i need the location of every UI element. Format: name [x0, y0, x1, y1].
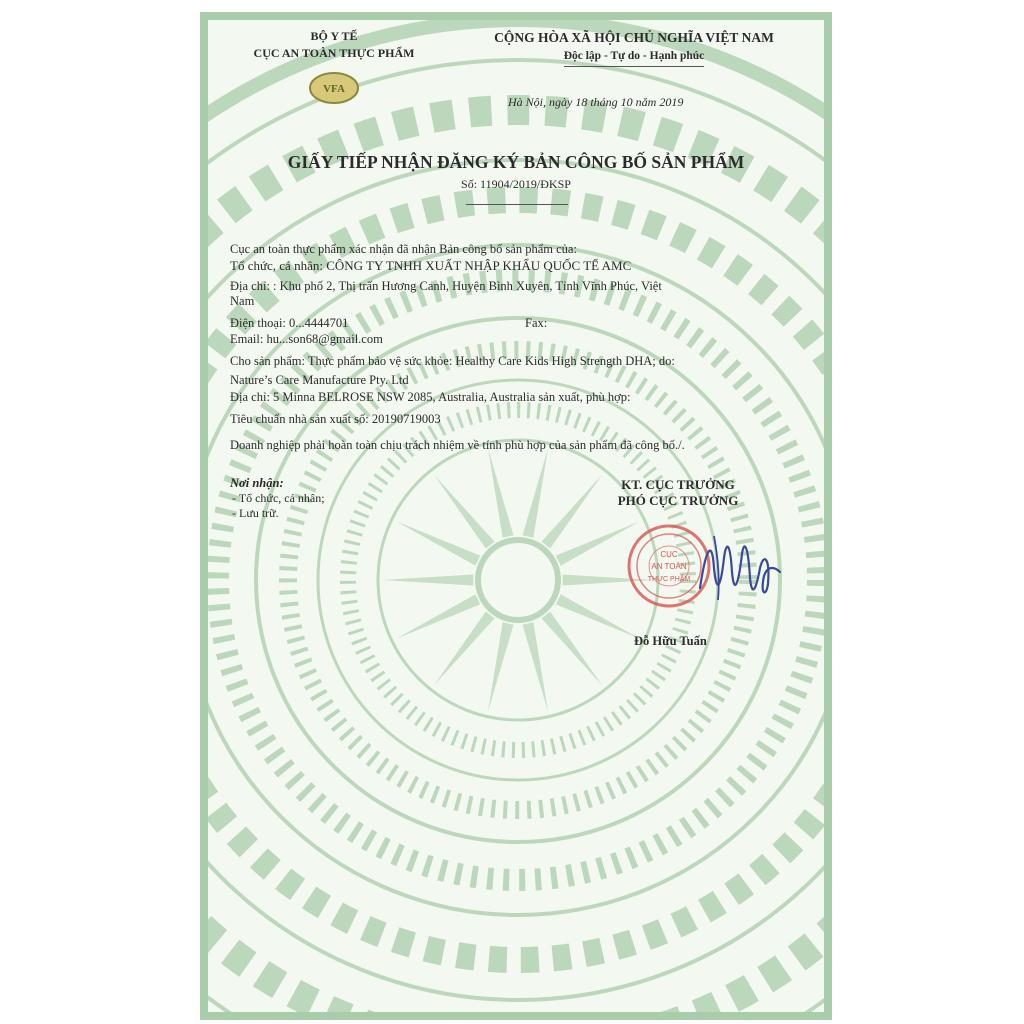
- organization: Tổ chức, cá nhân: CÔNG TY TNHH XUẤT NHẬP KHẨU QUỐC TẾ AMC: [230, 258, 632, 273]
- motto: Độc lập - Tự do - Hạnh phúc: [563, 50, 705, 62]
- drum-star-ray: [434, 474, 495, 548]
- intro-text: Cục an toàn thực phẩm xác nhận đã nhận Bản công bố sản phẩm của:: [230, 242, 577, 256]
- department-name: CỤC AN TOÀN THỰC PHẨM: [253, 46, 415, 60]
- vfa-logo: [308, 70, 360, 106]
- stamp-text: THỰC PHẨM: [647, 576, 691, 583]
- title-underline: [466, 204, 568, 205]
- drum-star-ray: [488, 622, 514, 711]
- signer-title-1: KT. CỤC TRƯỞNG: [621, 477, 735, 492]
- handwritten-signature: [694, 528, 784, 606]
- certificate-document: [200, 12, 832, 1020]
- drum-star-ray: [396, 594, 480, 638]
- recipients-heading: Nơi nhận:: [230, 476, 284, 490]
- drum-star-ray: [434, 611, 495, 685]
- recipient-item: - Tổ chức, cá nhân;: [232, 491, 325, 505]
- address-line-1: Địa chỉ: : Khu phố 2, Thị trấn Hương Canh, Huyện Bình Xuyên, Tỉnh Vĩnh Phúc, Việt: [230, 279, 662, 293]
- drum-star-ray: [488, 448, 514, 537]
- nation-title: CỘNG HÒA XÃ HỘI CHỦ NGHĨA VIỆT NAM: [494, 30, 774, 45]
- email: Email: hu...son68@gmail.com: [230, 332, 383, 346]
- product: Cho sản phẩm: Thực phẩm bảo vệ sức khỏe: Healthy Care Kids High Strength DHA; do:: [230, 354, 675, 368]
- recipient-item: - Lưu trữ.: [232, 506, 279, 520]
- stamp-text: AN TOÀN: [651, 562, 687, 571]
- document-number: Số: 11904/2019/ĐKSP: [461, 177, 571, 191]
- phone: Điện thoại: 0...4444701: [230, 316, 349, 330]
- drum-star-ray: [396, 521, 480, 565]
- drum-star-ray: [523, 448, 549, 537]
- logo-text: VFA: [323, 83, 345, 95]
- manufacturer-address: Địa chỉ: 5 Minna BELROSE NSW 2085, Australia, Australia sản xuất, phù hợp:: [230, 390, 631, 404]
- fax: Fax:: [525, 316, 548, 330]
- responsibility: Doanh nghiệp phải hoàn toàn chịu trách nhiệm về tính phù hợp của sản phẩm đã công bố./.: [230, 438, 685, 452]
- manufacturer: Nature’s Care Manufacture Pty. Ltd: [230, 373, 409, 387]
- stamp-text: CỤC: [660, 550, 678, 559]
- drum-star-ray: [383, 574, 473, 585]
- drum-star-ray: [542, 611, 603, 685]
- place-date: Hà Nội, ngày 18 tháng 10 năm 2019: [508, 95, 684, 109]
- drum-star-ray: [523, 622, 549, 711]
- motto-underline: [564, 66, 704, 67]
- signer-title-2: PHÓ CỤC TRƯỞNG: [617, 493, 739, 508]
- ministry-name: BỘ Y TẾ: [310, 29, 358, 43]
- address-line-2: Nam: [230, 294, 255, 308]
- standard: Tiêu chuẩn nhà sản xuất số: 20190719003: [230, 412, 441, 426]
- signer-name: Đỗ Hữu Tuấn: [634, 634, 707, 648]
- document-title: GIẤY TIẾP NHẬN ĐĂNG KÝ BẢN CÔNG BỐ SẢN PHẨM: [287, 152, 745, 172]
